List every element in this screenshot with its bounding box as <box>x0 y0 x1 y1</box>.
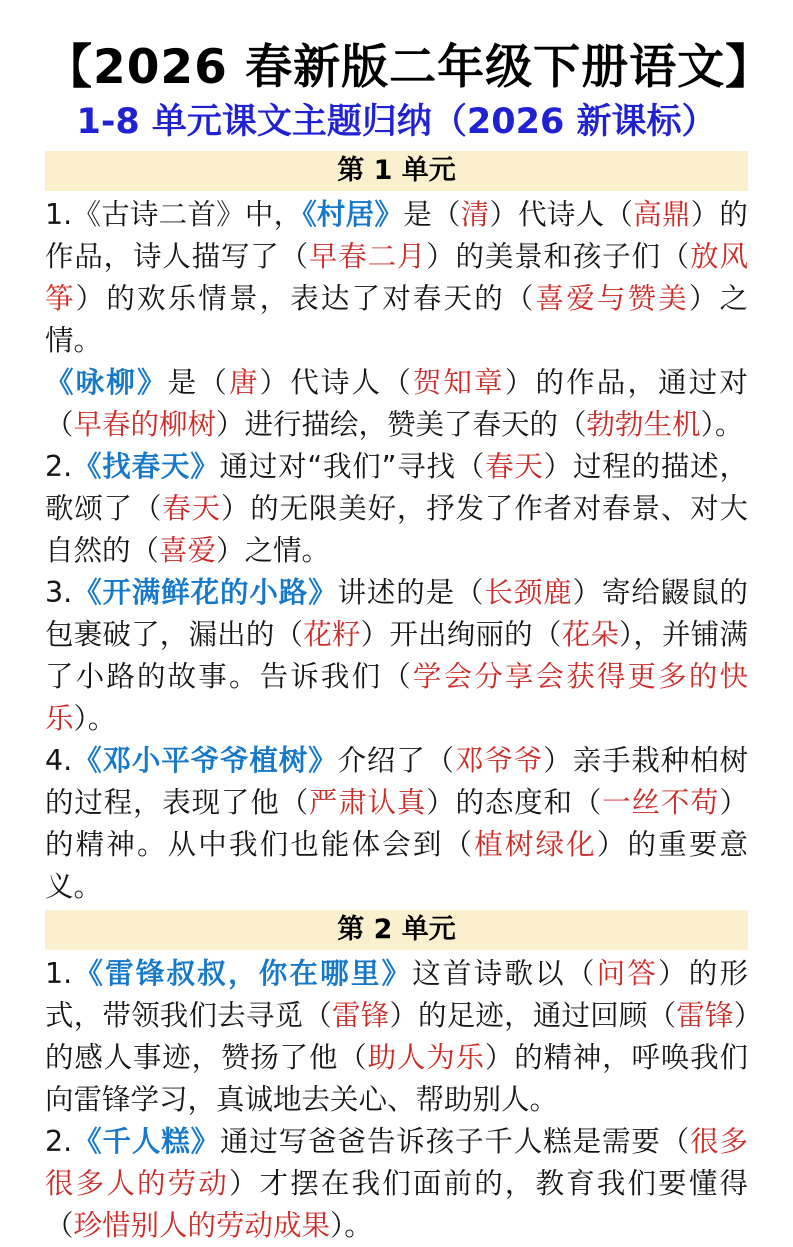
answer-text: 雷锋 <box>676 998 734 1032</box>
sections <box>45 151 748 1247</box>
answer-text: 春天 <box>162 491 221 525</box>
answer-text: 贺知章 <box>412 365 505 399</box>
answer-text: 长颈鹿 <box>484 575 573 609</box>
answer-text: 邓爷爷 <box>455 743 544 777</box>
paragraph <box>45 194 748 362</box>
body-text: ）过程的描述，歌颂了（ <box>45 449 748 525</box>
page-title: 【2026 春新版二年级下册语文】 <box>45 40 774 95</box>
paragraph <box>45 446 748 572</box>
body-text: ）的精神。从中我们也能体会到（ <box>45 785 748 861</box>
answer-text: 清 <box>460 197 490 231</box>
body-text: ）的感人事迹，赞扬了他（ <box>45 998 748 1074</box>
answer-text: 花籽 <box>303 617 361 651</box>
lesson-title: 《村居》 <box>302 197 404 231</box>
lesson-title: 《邓小平爷爷植树》 <box>72 743 338 777</box>
lesson-title: 《咏柳》 <box>45 365 168 399</box>
body-text: 2. <box>45 1124 73 1158</box>
body-text: ）。 <box>73 701 117 735</box>
body-text: ）亲手栽种柏树的过程，表现了他（ <box>45 743 748 819</box>
answer-text: 早春的柳树 <box>73 407 217 441</box>
body-text: ）进行描绘，赞美了春天的（ <box>216 407 587 441</box>
lesson-title: 《千人糕》 <box>72 1124 220 1158</box>
body-text: ）的作品，通过对（ <box>45 365 748 441</box>
lesson-title: 《找春天》 <box>72 449 220 483</box>
answer-text: 植树绿化 <box>474 827 597 861</box>
body-text: ）的作品，诗人描写了（ <box>45 197 748 273</box>
answer-text: 珍惜别人的劳动成果 <box>73 1208 331 1242</box>
body-text: 通过写爸爸告诉孩子千人糕是需要（ <box>220 1124 691 1158</box>
answer-text: 严肃认真 <box>308 785 427 819</box>
answer-text: 一丝不苟 <box>602 785 720 819</box>
body-text: ）。 <box>330 1208 373 1242</box>
body-text: ）代诗人（ <box>489 197 634 231</box>
body-text: 1.《古诗二首》中， <box>45 197 303 231</box>
body-text: ）代诗人（ <box>259 365 413 399</box>
body-text: ）的无限美好，抒发了作者对春景、对大自然的（ <box>45 491 748 567</box>
answer-text: 问答 <box>596 956 659 990</box>
paragraph <box>45 740 748 908</box>
paragraph <box>45 953 748 1121</box>
body-text: ）的形式，带领我们去寻觅（ <box>45 956 748 1032</box>
answer-text: 早春二月 <box>308 239 427 273</box>
body-text: 讲述的是（ <box>337 575 485 609</box>
body-text: ）的精神，呼唤我们向雷锋学习，真诚地去关心、帮助别人。 <box>45 1040 748 1116</box>
answer-text: 唐 <box>228 365 260 399</box>
body-text: ）。 <box>700 407 744 441</box>
body-text: ）的足迹，通过回顾（ <box>389 998 677 1032</box>
body-text: ）才摆在我们面前的，教育我们要懂得（ <box>45 1166 748 1242</box>
body-text: ）之情。 <box>45 281 748 357</box>
body-text: 是（ <box>403 197 461 231</box>
answer-text: 雷锋 <box>331 998 390 1032</box>
page-subtitle: 1-8 单元课文主题归纳（2026 新课标） <box>76 102 717 143</box>
answer-text: 助人为乐 <box>367 1040 485 1074</box>
body-text: 是（ <box>167 365 229 399</box>
body-text: 4. <box>45 743 73 777</box>
body-text: 这首诗歌以（ <box>412 956 597 990</box>
answer-text: 花朵 <box>561 617 619 651</box>
body-text: ）的欢乐情景，表达了对春天的（ <box>75 281 536 315</box>
body-text: 3. <box>45 575 73 609</box>
body-text: 2. <box>45 449 73 483</box>
lesson-title: 《雷锋叔叔，你在哪里》 <box>72 956 413 990</box>
answer-text: 喜爱 <box>159 533 217 567</box>
body-text: 介绍了（ <box>337 743 456 777</box>
body-text: ）之情。 <box>216 533 331 567</box>
answer-text: 放风筝 <box>45 239 748 315</box>
body-text: ）的美景和孩子们（ <box>426 239 691 273</box>
body-text: 1. <box>45 956 73 990</box>
body-text: ）的重要意义。 <box>45 827 748 903</box>
answer-text: 勃勃生机 <box>586 407 701 441</box>
answer-text: 高鼎 <box>633 197 691 231</box>
body-text: ）的态度和（ <box>426 785 603 819</box>
body-text: 通过对“我们”寻找（ <box>219 449 486 483</box>
lesson-title: 《开满鲜花的小路》 <box>72 575 338 609</box>
section-header: 第 1 单元 <box>45 151 748 191</box>
paragraph <box>45 1121 748 1247</box>
answer-text: 喜爱与赞美 <box>535 281 689 315</box>
answer-text: 很多很多人的劳动 <box>45 1124 748 1200</box>
answer-text: 学会分享会获得更多的快乐 <box>45 659 748 735</box>
paragraph <box>45 572 748 740</box>
answer-text: 春天 <box>485 449 544 483</box>
body-text: ）开出绚丽的（ <box>360 617 562 651</box>
paragraph <box>45 362 748 446</box>
section-header: 第 2 单元 <box>45 910 748 950</box>
body-text: ），并铺满了小路的故事。告诉我们（ <box>45 617 748 693</box>
body-text: ）寄给鼹鼠的包裹破了，漏出的（ <box>45 575 748 651</box>
